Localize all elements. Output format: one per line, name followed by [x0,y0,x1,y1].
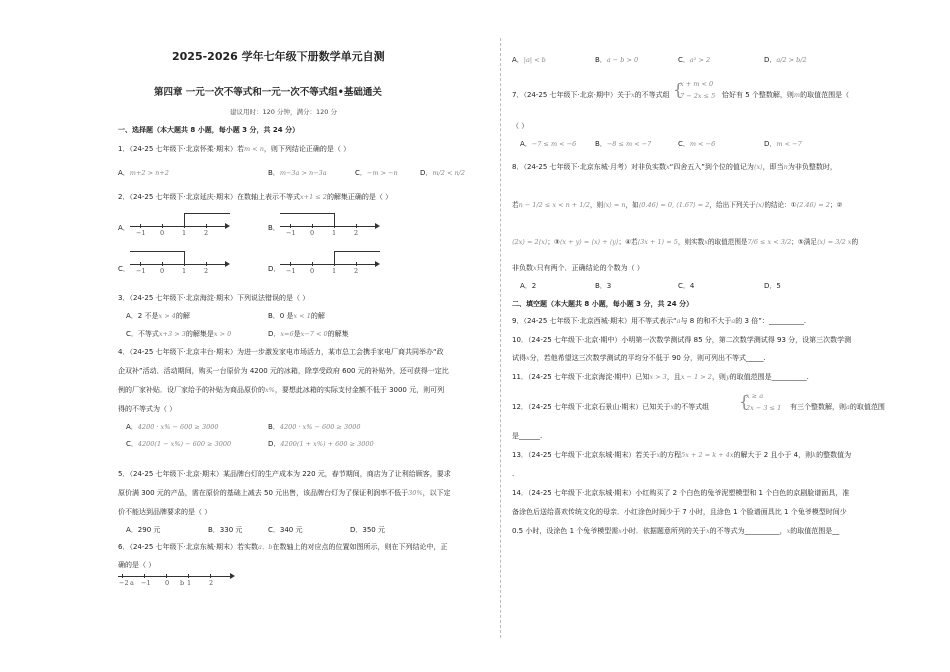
axis [130,264,225,265]
tick-label-b: b [180,579,185,587]
q8-option-b[interactable]: B．3 [595,282,612,290]
math: x [665,163,670,171]
text: 9．（24-25 七年级下·北京西城·期末）用不等式表示“ [512,317,677,325]
option-math: x=6 [280,330,294,338]
text: 0.5 小时，设涂色 1 个兔爷模型需 [512,527,619,535]
text: 的 3 倍”： [735,317,769,325]
system-brace-icon: { [739,392,750,411]
tick [162,224,163,228]
q2-stem-end: 的解集正确的是（ ） [326,193,393,201]
option-label: B． [268,224,280,232]
q5-option-d[interactable]: D．350 元 [350,526,385,534]
time-score-note: 建议用时：120 分钟，满分：120 分 [230,108,337,116]
text: 小时．依据题意所列的关于 [621,527,706,535]
question-14-line1: 14．（24-25 七年级下·北京东城·期末）小红购买了 2 个白色的兔爷泥塑模型和 1 个白色的京剧脸谱面具，准 [512,489,850,497]
q5-option-a[interactable]: A．290 元 [126,526,161,534]
text: 有三个整数解，则 [790,403,846,411]
arrow-icon [375,261,380,267]
q2-option-d[interactable] [268,265,280,274]
math: x [618,527,622,535]
math: x > 3 [649,373,667,381]
option-label: B． [268,423,280,431]
question-1 [118,145,350,154]
tick [334,224,335,228]
q7-option-b[interactable] [595,140,651,149]
answer-blank[interactable]: __________ [744,527,780,535]
tick-label: 0 [310,267,315,275]
tick-label: 0 [160,267,165,275]
question-8-line2 [512,201,842,210]
solution-ray [130,251,184,252]
math: a [676,317,681,325]
text: 的不等式组 [634,91,670,99]
text: 的整数值为 [816,451,852,459]
option-label: D． [764,140,777,148]
text: 的不等式组 [674,403,710,411]
question-4-line3 [118,386,444,395]
math: x [533,264,537,272]
tick-label: 2 [204,229,209,237]
q7-system-line1: x + m < 0 [680,80,714,88]
question-14-line2: 备涂色后送给喜欢传统文化的母亲．小红涂色时间少于 7 小时，且涂色 1 个脸谱面具比 1 个兔爷模型时间少 [512,508,847,516]
math: x − 1 > 2 [680,373,712,381]
q12-system-line1: x ≥ a [746,392,764,400]
question-10-line1: 10．（24-25 七年级下·北京·期中）小明第一次数学测试得 85 分，第二次数学测试得 93 分，设第三次数学测 [512,336,852,344]
question-13 [512,451,851,460]
q6-option-c[interactable] [678,56,710,65]
option-math: −7 ≤ m < −6 [531,140,577,148]
q1-option-c[interactable] [355,169,398,178]
tick [184,262,185,266]
q2-numberline-a [130,210,230,240]
text: ，即当 [762,163,784,171]
question-11 [512,373,809,382]
option-label: C． [678,56,690,64]
text: 7．（24-25 七年级下·北京·期中）关于 [512,91,631,99]
option-label: B．0 是 [268,312,294,320]
tick-label: 0 [310,229,315,237]
text: 分，若他希望这三次数学测试的平均分不低于 90 分，则可列出不等式 [529,354,747,362]
question-12 [512,403,709,412]
q2-option-b[interactable] [268,224,280,233]
math: n [783,163,788,171]
option-label: C． [126,440,138,448]
math: y [725,373,730,381]
math: ⟨x + y⟩ = ⟨x⟩ + ⟨y⟩ [559,238,619,246]
tick-label: 2 [204,267,209,275]
text: 试得 [512,354,526,362]
q4-option-b[interactable] [268,423,361,432]
math: ⟨x⟩ [753,163,763,171]
text: 11．（24-25 七年级下·北京海淀·期中）已知 [512,373,650,381]
text: ，以下定 [422,489,451,497]
text: 与 8 的和不大于 [680,317,732,325]
option-label: D． [268,330,281,338]
q6-option-d[interactable] [764,56,807,65]
q6-numberline [118,570,238,592]
tick [356,262,357,266]
math: a [731,317,736,325]
tick [140,262,141,266]
option-math: 4200 · x% − 600 ≥ 3000 [137,423,219,431]
option-text: 的解 [310,312,325,320]
q1-option-d[interactable] [420,169,465,178]
option-label: D． [764,56,777,64]
question-14-line3 [512,527,839,536]
text: ，要想此冰箱的实际支付金额不低于 3000 元，则可列 [274,386,445,394]
math: ⟨x⟩ = n [603,201,626,209]
axis [130,226,225,227]
option-math: m/2 < n/2 [432,169,465,177]
axis [280,226,375,227]
q4-option-c[interactable] [126,440,231,449]
q3-option-d[interactable] [268,330,349,339]
question-13-line2[interactable]: . [512,470,515,478]
tick [122,574,123,578]
question-4-line1: 4．（24-25 七年级下·北京丰台·期末）为进一步激发家电市场活力，某市总工会携手家电厂商共同举办“政 [118,348,444,356]
question-5-line1: 5．（24-25 七年级下·北京·期末）某品牌台灯的生产成本为 220 元，春节期间，商店为了让利给顾客，要求 [118,470,451,478]
section-choice-heading: 一、选择题（本大题共 8 小题，每小题 3 分，共 24 分） [118,126,300,134]
q7-option-c[interactable] [678,140,715,149]
tick-label: 0 [160,229,165,237]
option-label: C． [355,169,367,177]
math: ⟨2x⟩ = 2⟨x⟩ [512,238,548,246]
option-label: C．不等式 [126,330,159,338]
text: 的取值范围是（ [800,91,850,99]
system-brace-icon: { [673,80,684,99]
answer-blank[interactable]: __________. [768,317,807,325]
tick [312,224,313,228]
math: x% [265,386,275,394]
tick [206,224,207,228]
text: ；⑤满足 [791,238,817,246]
tick-label: −1 [141,579,151,587]
option-math: −m > −n [366,169,398,177]
option-label: A． [118,169,130,177]
math: x [656,451,661,459]
option-math: x > 4 [158,312,176,320]
q4-option-d[interactable] [268,440,374,449]
column-divider [500,38,501,638]
q7-option-a[interactable] [520,140,576,149]
q2-stem: 2．（24-25 七年级下·北京延庆·期末）在数轴上表示不等式 [118,193,300,201]
text: 恰好有 5 个整数解，则 [722,91,794,99]
q2-option-c[interactable] [118,265,130,274]
option-label: A． [118,224,130,232]
tick-label: 2 [354,229,359,237]
math: 5x + 2 = k + 4x [681,451,734,459]
q2-numberline-d [280,248,380,278]
option-label: B． [268,169,280,177]
question-7-line2: （ ） [512,122,529,130]
tick [184,224,185,228]
tick [290,224,291,228]
math: x [704,238,708,246]
q6-option-a[interactable] [512,56,546,65]
text: 12．（24-25 七年级下·北京石景山·期末）已知关于 [512,403,671,411]
text: 的取值范围是 [790,527,833,535]
tick-label: 1 [187,579,192,587]
text: 的取值范围是 [729,373,772,381]
q3-option-a[interactable] [126,312,190,321]
question-8-line1 [512,163,837,172]
question-6-line1 [118,543,448,552]
option-math: x+3 > 3 [158,330,186,338]
q4-option-a[interactable] [126,423,219,432]
math: ⟨x⟩ = 3/2 x [816,238,852,246]
question-12-line2[interactable]: 是______. [512,432,543,440]
tick-label: 0 [165,579,170,587]
tick-label: 1 [332,229,337,237]
math: x [786,527,791,535]
tick-label: 1 [182,229,187,237]
text: 的取值范围是 [707,238,748,246]
text: ，给出下列关于 [709,201,756,209]
math: 7/6 ≤ x < 3/2 [747,238,792,246]
chapter-title: 第四章 一元一次不等式和一元一次不等式组•基础通关 [154,87,382,98]
text: 例的厂家补贴．设厂家给予的补贴为商品原价的 [118,386,265,394]
math: x [670,403,675,411]
solution-ray [184,213,230,214]
option-math: m < −6 [689,140,716,148]
option-math: |a| < b [523,56,546,64]
option-label: B． [595,56,607,64]
text: ， [779,527,787,535]
question-5-line2 [118,489,451,498]
option-math: x−7 < 0 [300,330,328,338]
option-label: D． [268,265,281,273]
q7-system-line2: 7 − 2x ≤ 5 [680,92,716,100]
math: k [812,451,817,459]
text: 为非负整数时， [787,163,837,171]
option-math: 4200(1 − x%) − 600 ≥ 3000 [137,440,232,448]
text: 的不等式为 [709,527,745,535]
math: n − 1/2 ≤ x < n + 1/2 [518,201,590,209]
tick [162,262,163,266]
text: 原价满 300 元的产品，需在原价的基础上减去 50 元出售，该品牌台灯为了保证利润率不低于 [118,489,409,497]
math: a [846,403,850,411]
tick [144,574,145,578]
option-math: a² > 2 [689,56,711,64]
q8-option-c[interactable]: C．4 [678,282,695,290]
text: 在数轴上的对应点的位置如图所示，则在下列结论中，正 [272,543,448,551]
math: ⟨x⟩ [755,201,765,209]
tick [356,224,357,228]
axis [118,576,230,577]
solution-ray [334,251,380,252]
q5-option-c[interactable]: C．340 元 [268,526,303,534]
text: ，则 [589,201,604,209]
tick-label: −1 [136,267,146,275]
question-12-tail [790,403,885,412]
option-label: A．2 不是 [126,312,159,320]
q2-option-a[interactable] [118,224,130,233]
page-title: 2025-2026 学年七年级下册数学单元自测 [172,50,385,63]
tick-label: −1 [136,229,146,237]
math: 30% [408,489,423,497]
text: ，则实数 [677,238,705,246]
option-math: a − b > 0 [606,56,639,64]
q1-stem-end: ，则下列结论正确的是（ ） [263,145,351,153]
question-4-line4: 得的不等式为（ ） [118,405,177,413]
arrow-icon [230,573,235,579]
q2-numberline-b [280,210,380,240]
text: ，则 [711,373,726,381]
q2-numberline-c [130,248,230,278]
tick [206,262,207,266]
arrow-icon [375,223,380,229]
option-label: A． [126,423,138,431]
option-label: D． [420,169,433,177]
text: 的方程 [660,451,682,459]
option-math: a/2 > b/2 [776,56,807,64]
math: m [793,91,801,99]
question-10-line2 [512,354,766,363]
tick [166,574,167,578]
q2-math: x+1 ≤ 2 [299,193,327,201]
q8-option-d[interactable]: D．5 [764,282,781,290]
text: “四舍五入”到个位的值记为 [669,163,754,171]
math: x [705,527,710,535]
tick-label: 1 [182,267,187,275]
math: x [526,354,530,362]
option-text: 是 [293,330,301,338]
question-8-line3 [512,238,858,247]
math: ⟨0.46⟩ = 0, ⟨1.67⟩ = 2 [638,201,710,209]
option-label: A． [512,56,524,64]
tick [140,224,141,228]
tick [290,262,291,266]
axis [280,264,375,265]
q7-option-d[interactable] [764,140,802,149]
q3-option-c[interactable] [126,330,231,339]
math: a、b [257,543,273,551]
option-math: x < 1 [293,312,311,320]
tick [334,262,335,266]
answer-blank[interactable]: __ [832,527,840,535]
q1-option-b[interactable] [268,169,327,178]
answer-blank[interactable]: __________. [771,373,809,381]
math: ⟨3x + 1⟩ = 5 [637,238,678,246]
text: 只有两个．正确结论的个数为（ ） [536,264,644,272]
q6-option-b[interactable] [595,56,638,65]
option-label: C． [678,140,690,148]
q3-option-b[interactable] [268,312,325,321]
question-5-line3: 价不能达到品牌要求的是（ ） [118,508,212,516]
arrow-icon [225,261,230,267]
option-label: B． [595,140,607,148]
q8-option-a[interactable]: A．2 [520,282,537,290]
question-4-line2: 企双补”活动．活动期间，购买一台原价为 4200 元的冰箱，除享受政府 600 元的补贴外，还可获得一定比 [118,367,449,375]
tick-label: 2 [209,579,214,587]
tick [188,574,189,578]
question-7 [512,91,670,100]
q1-math: m < n [243,145,264,153]
text: 的结论：① [764,201,797,209]
question-6-line2: 确的是（ ） [118,561,156,569]
q1-stem: 1．（24-25 七年级下·北京怀柔·期末）若 [118,145,244,153]
text: ；④若 [618,238,638,246]
tick-label: 2 [354,267,359,275]
option-math: x > 0 [213,330,232,338]
section-fill-heading: 二、填空题（本大题共 8 小题，每小题 3 分，共 24 分） [512,300,694,308]
option-math: −8 ≤ m < −7 [606,140,652,148]
q1-option-a[interactable] [118,169,169,178]
option-label: A． [520,140,532,148]
tick [312,262,313,266]
option-math: m < −7 [776,140,802,148]
tick-label-a: a [130,579,134,587]
option-label: D． [268,440,281,448]
option-text: 的解集是 [185,330,214,338]
question-2 [118,193,392,202]
tick-label: 1 [332,267,337,275]
answer-blank[interactable]: _____. [746,354,766,362]
text: ；③ [547,238,560,246]
text: ；② [829,201,843,209]
option-math: 4200(1 + x%) + 600 ≥ 3000 [280,440,374,448]
text: 的解大于 2 且小于 4，则 [733,451,813,459]
option-math: m+2 > n+2 [129,169,169,177]
arrow-icon [225,223,230,229]
tick-label: −1 [286,229,296,237]
text: 的 [851,238,859,246]
question-9 [512,317,806,326]
text: 8．（24-25 七年级下·北京东城·月考）对非负实数 [512,163,666,171]
option-label: C． [118,265,130,273]
question-3: 3．（24-25 七年级下·北京海淀·期末）下列说法错误的是（ ） [118,294,310,302]
math: x [630,91,635,99]
text: ，且 [666,373,681,381]
question-8-line4 [512,264,644,273]
option-text: 的解集 [327,330,349,338]
solution-ray [280,213,334,214]
q12-system-line2: 2x − 3 ≤ 1 [746,404,782,412]
question-7-tail [722,91,849,100]
text: 若 [512,201,519,209]
tick [210,574,211,578]
text: 的取值范围 [849,403,885,411]
option-math: 4200 · x% − 600 ≥ 3000 [279,423,361,431]
tick-label: −2 [119,579,129,587]
text: 6．（24-25 七年级下·北京东城·期末）若实数 [118,543,258,551]
q5-option-b[interactable]: B．330 元 [208,526,243,534]
option-math: m−3a > n−3a [279,169,327,177]
text: ，如 [625,201,639,209]
math: ⟨2.46⟩ = 2 [796,201,830,209]
option-text: 的解 [175,312,190,320]
text: 13．（24-25 七年级下·北京东城·期末）若关于 [512,451,657,459]
tick-label: −1 [286,267,296,275]
text: 非负数 [512,264,533,272]
